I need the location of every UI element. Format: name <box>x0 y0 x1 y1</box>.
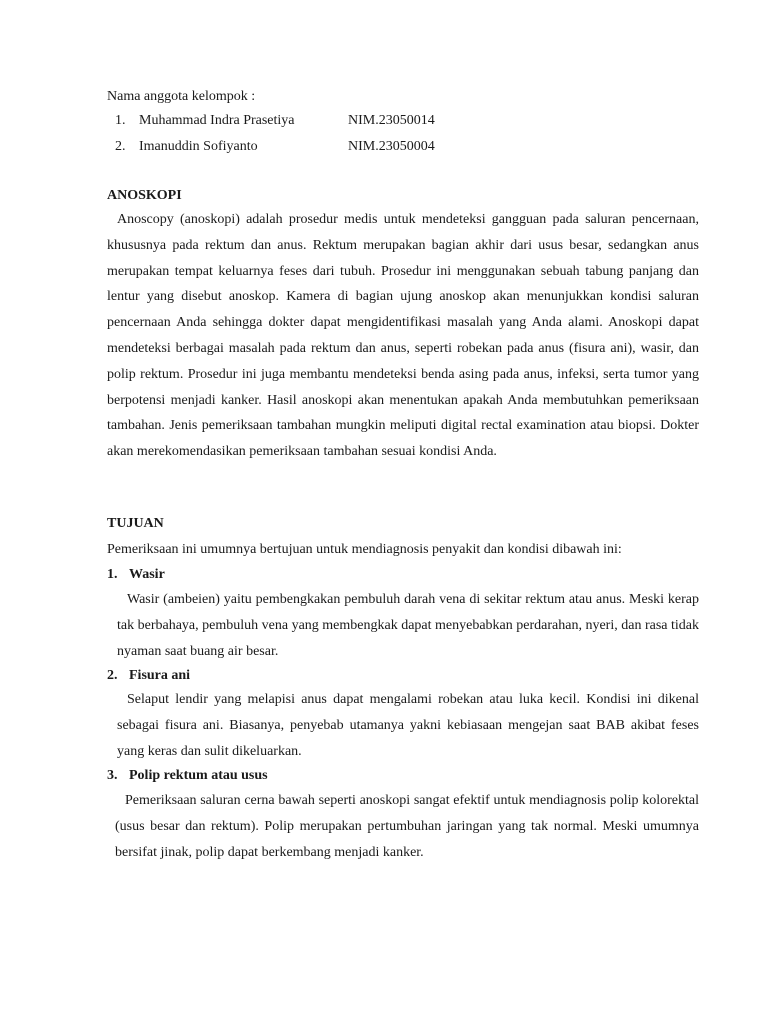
fisura-ani-paragraph: Selaput lendir yang melapisi anus dapat mengalami robekan atau luka kecil. Kondisi ini dikenal sebagai fisura ani. Biasanya, penyebab utamanya yakni kebiasaan mengejan saat BAB akibat feses yang keras dan sulit dikeluarkan. <box>117 692 699 759</box>
members-heading: Nama anggota kelompok : <box>107 89 256 104</box>
list-number: 1. <box>107 567 118 582</box>
section-title-anoskopi: ANOSKOPI <box>107 188 182 203</box>
list-item-heading-wasir <box>107 566 165 584</box>
tujuan-intro: Pemeriksaan ini umumnya bertujuan untuk mendiagnosis penyakit dan kondisi dibawah ini: <box>107 542 622 557</box>
member-number: 2. <box>115 139 126 154</box>
list-number: 2. <box>107 668 118 683</box>
member-number: 1. <box>115 113 126 128</box>
polip-paragraph: Pemeriksaan saluran cerna bawah seperti anoskopi sangat efektif untuk mendiagnosis polip kolorektal (usus besar dan rektum). Polip merupakan pertumbuhan jaringan yang tak normal. Meski umumnya bersifat jinak, polip dapat berkembang menjadi kanker. <box>115 793 699 860</box>
list-item-heading-fisura-ani <box>107 667 190 685</box>
list-title: Polip rektum atau usus <box>129 768 268 783</box>
member-nim: NIM.23050014 <box>348 113 435 128</box>
member-name: Muhammad Indra Prasetiya <box>139 113 295 128</box>
section-title-tujuan: TUJUAN <box>107 516 164 531</box>
member-nim: NIM.23050004 <box>348 139 435 154</box>
anoskopi-paragraph: Anoscopy (anoskopi) adalah prosedur medis untuk mendeteksi gangguan pada saluran pencernaan, khususnya pada rektum dan anus. Rektum merupakan bagian akhir dari usus besar, sedangkan anus merupakan tempat keluarnya feses dari tubuh. Prosedur ini menggunakan sebuah tabung panjang dan lentur yang disebut anoskop. Kamera di bagian ujung anoskop akan menunjukkan kondisi saluran pencernaan Anda sehingga dokter dapat mengidentifikasi masalah yang Anda alami. Anoskopi dapat mendeteksi berbagai masalah pada rektum dan anus, seperti robekan pada anus (fisura ani), wasir, dan polip rektum. Prosedur ini juga membantu mendeteksi benda asing pada anus, infeksi, serta tumor yang berpotensi menjadi kanker. Hasil anoskopi akan menentukan apakah Anda membutuhkan pemeriksaan tambahan. Jenis pemeriksaan tambahan mungkin meliputi digital rectal examination atau biopsi. Dokter akan merekomendasikan pemeriksaan tambahan sesuai kondisi Anda. <box>107 212 699 460</box>
list-title: Wasir <box>129 567 165 582</box>
list-number: 3. <box>107 768 118 783</box>
list-item-heading-polip <box>107 767 268 785</box>
wasir-paragraph: Wasir (ambeien) yaitu pembengkakan pembuluh darah vena di sekitar rektum atau anus. Meski kerap tak berbahaya, pembuluh vena yang membengkak dapat menyebabkan perdarahan, nyeri, dan rasa tidak nyaman saat buang air besar. <box>117 592 699 659</box>
member-name: Imanuddin Sofiyanto <box>139 139 258 154</box>
list-title: Fisura ani <box>129 668 191 683</box>
